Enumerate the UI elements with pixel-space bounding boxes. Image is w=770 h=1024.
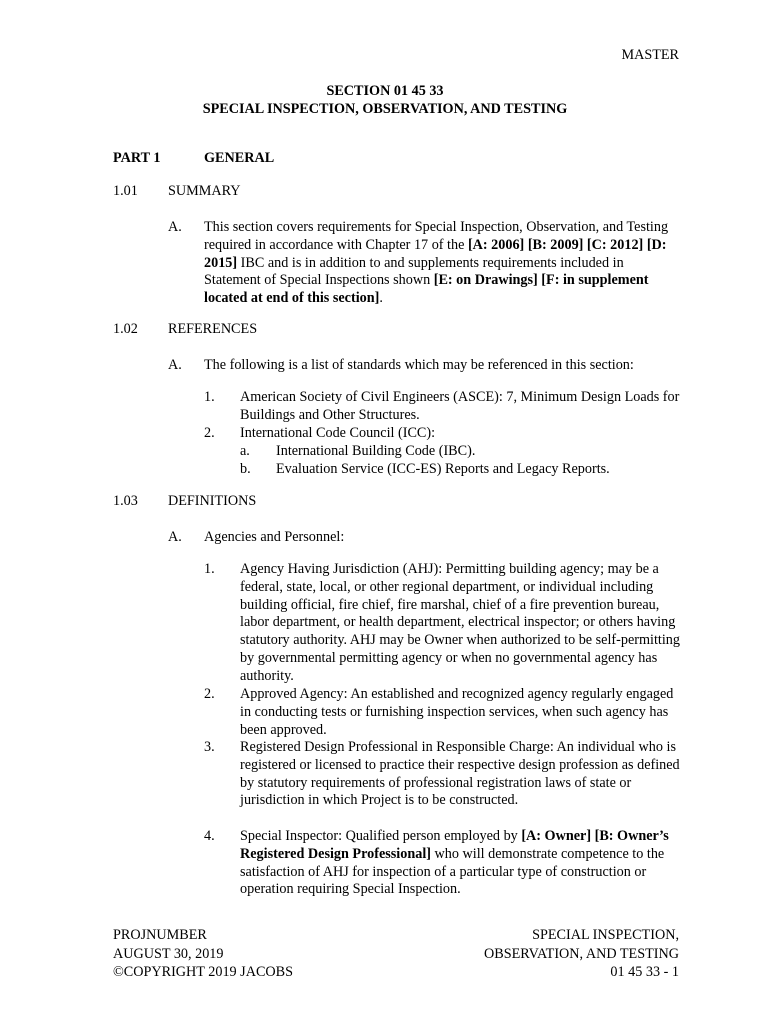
- definition-registered-design-professional: Registered Design Professional in Responsible Charge: An individual who is registered or licensed to practice their respective design profession as defined by statutory requirements of professional registration laws of state or jurisdiction in which Project is to be constructed.: [240, 739, 680, 809]
- footer-section-title-line-1: SPECIAL INSPECTION,: [532, 927, 679, 943]
- sublist-letter: a.: [240, 443, 250, 459]
- reference-item-icc: International Code Council (ICC):: [240, 425, 436, 441]
- article-number-1-02: 1.02: [113, 321, 138, 337]
- summary-text-1: This section covers requirements for Special Inspection, Observation, and Testing required in accordance with Chapter 17 of the: [204, 219, 669, 253]
- list-number: 2.: [204, 425, 215, 441]
- footer-date: AUGUST 30, 2019: [113, 945, 224, 962]
- definition-special-inspector: [240, 828, 680, 899]
- employer-options: [A: Owner] [B: Owner’s Registered Design Professional]: [240, 828, 669, 862]
- sublist-letter: b.: [240, 461, 251, 477]
- definition-ahj: Agency Having Jurisdiction (AHJ): Permitting building agency; may be a federal, state, local, or other regional department, or individual including building official, fire chief, fire marshal, chief of a fire prevention bureau, labor department, or health department, electrical inspector; or others having statutory authority. AHJ may be Owner when authorized to be self-permitting by governmental permitting agency or when no governmental agency has authority.: [240, 561, 680, 684]
- paragraph-label: A.: [168, 219, 182, 235]
- list-number: 1.: [204, 561, 215, 577]
- definition-approved-agency: Approved Agency: An established and recognized agency regularly engaged in conducting tests or furnishing inspection services, when such agency has been approved.: [240, 686, 674, 738]
- reference-item-asce: American Society of Civil Engineers (ASCE): 7, Minimum Design Loads for Buildings and Other Structures.: [240, 389, 680, 423]
- references-intro: The following is a list of standards which may be referenced in this section:: [204, 357, 634, 373]
- special-inspector-text-2: who will demonstrate competence to the satisfaction of AHJ for inspection of a particular type of construction or operation requiring Special Inspection.: [240, 845, 665, 898]
- special-inspector-text-1: Special Inspector: Qualified person employed by: [240, 828, 522, 844]
- definitions-intro: Agencies and Personnel:: [204, 529, 345, 545]
- footer-section-title-line-2: OBSERVATION, AND TESTING: [483, 945, 679, 962]
- reference-subitem-icc-es: Evaluation Service (ICC-ES) Reports and Legacy Reports.: [276, 461, 610, 477]
- article-title-definitions: DEFINITIONS: [168, 493, 257, 509]
- article-number-1-03: 1.03: [113, 493, 138, 509]
- master-label: MASTER: [621, 47, 679, 63]
- reference-subitem-ibc: International Building Code (IBC).: [276, 443, 476, 459]
- summary-text-3: .: [379, 290, 383, 307]
- footer-copyright: ©COPYRIGHT 2019 JACOBS: [113, 964, 294, 980]
- edition-options: [A: 2006] [B: 2009] [C: 2012] [D: 2015]: [204, 236, 667, 271]
- location-options: [E: on Drawings] [F: in supplement located at end of this section]: [204, 272, 649, 307]
- summary-paragraph: [204, 219, 680, 308]
- article-title-references: REFERENCES: [168, 321, 258, 337]
- list-number: 3.: [204, 739, 215, 755]
- paragraph-label: A.: [168, 357, 182, 373]
- footer-left: [113, 926, 293, 982]
- list-number: 1.: [204, 389, 215, 405]
- article-title-summary: SUMMARY: [168, 183, 241, 199]
- list-number: 2.: [204, 686, 215, 702]
- part-title: GENERAL: [204, 150, 275, 166]
- footer-project-number: PROJNUMBER: [113, 927, 207, 943]
- footer-page-number: 01 45 33 - 1: [610, 964, 679, 980]
- section-title: SPECIAL INSPECTION, OBSERVATION, AND TESTING: [202, 101, 568, 117]
- article-number-1-01: 1.01: [113, 183, 138, 199]
- part-label: PART 1: [113, 150, 161, 166]
- footer-right: [484, 926, 679, 982]
- list-number: 4.: [204, 828, 215, 844]
- section-number: SECTION 01 45 33: [326, 83, 444, 99]
- summary-text-2: IBC and is in addition to and supplements requirements included in Statement of Special Inspections shown: [204, 254, 624, 289]
- paragraph-label: A.: [168, 529, 182, 545]
